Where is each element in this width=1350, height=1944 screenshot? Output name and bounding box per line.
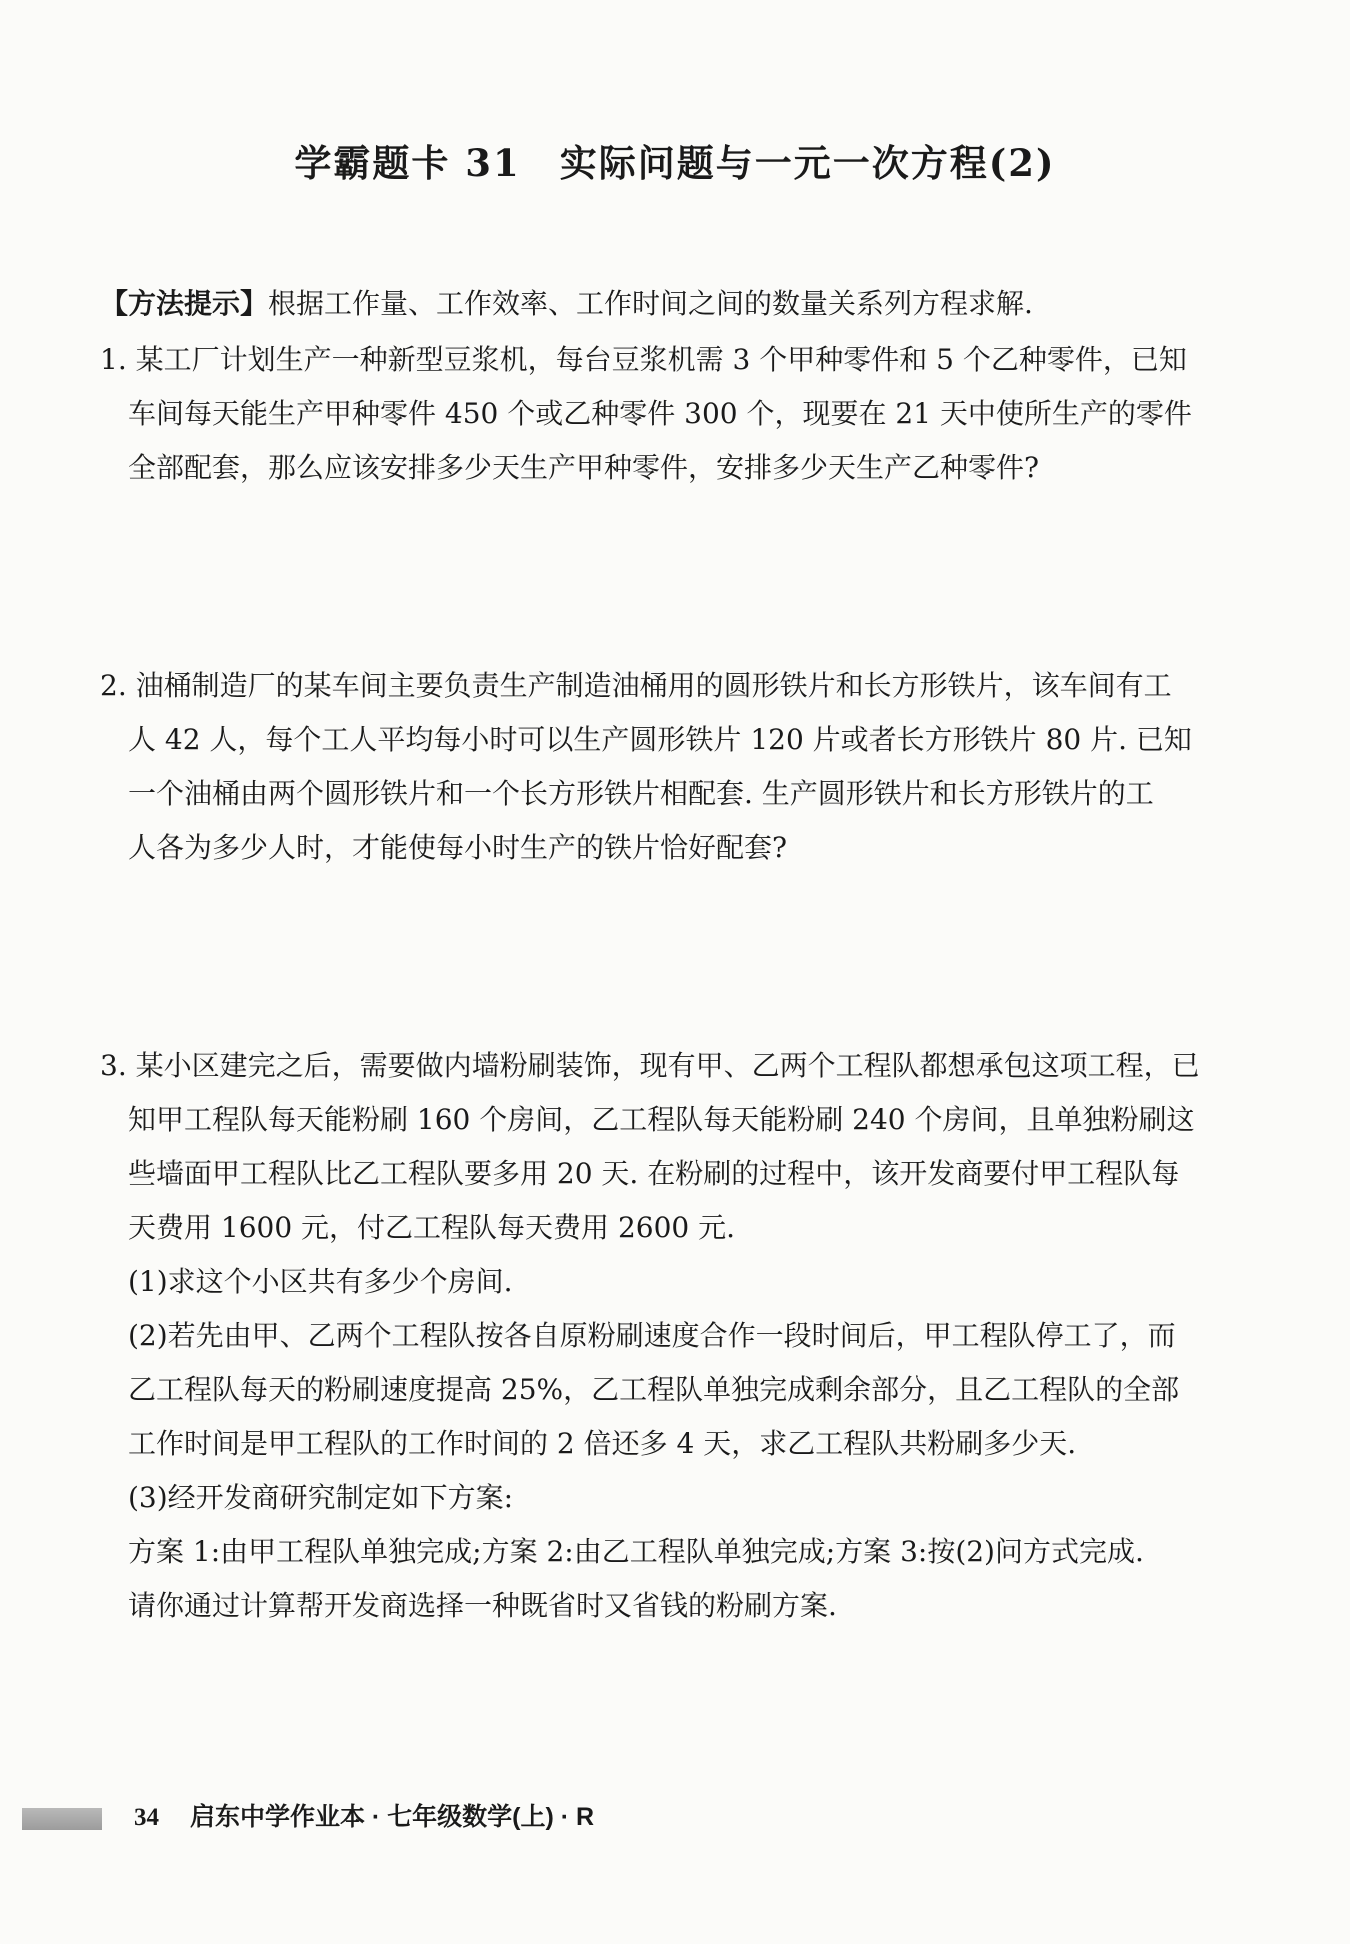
question-line: 天费用 1600 元，付乙工程队每天费用 2600 元. [128, 1211, 736, 1244]
question-line: 请你通过计算帮开发商选择一种既省时又省钱的粉刷方案. [128, 1589, 837, 1622]
sub-question-3: (3)经开发商研究制定如下方案: [128, 1481, 514, 1514]
question-line: 人 42 人，每个工人平均每小时可以生产圆形铁片 120 片或者长方形铁片 80 片. 已知 [128, 723, 1192, 756]
question-line: 一个油桶由两个圆形铁片和一个长方形铁片相配套. 生产圆形铁片和长方形铁片的工 [128, 777, 1154, 810]
question-line: 1. 某工厂计划生产一种新型豆浆机，每台豆浆机需 3 个甲种零件和 5 个乙种零件，已知 [100, 343, 1187, 376]
question-line: 知甲工程队每天能粉刷 160 个房间，乙工程队每天能粉刷 240 个房间，且单独粉刷这 [128, 1103, 1195, 1136]
question-line: 乙工程队每天的粉刷速度提高 25%，乙工程队单独完成剩余部分，且乙工程队的全部 [128, 1373, 1180, 1406]
question-line: 些墙面甲工程队比乙工程队要多用 20 天. 在粉刷的过程中，该开发商要付甲工程队每 [128, 1157, 1180, 1190]
question-line: 3. 某小区建完之后，需要做内墙粉刷装饰，现有甲、乙两个工程队都想承包这项工程，已 [100, 1049, 1200, 1082]
page-number: 34 [134, 1804, 159, 1831]
question-line: 2. 油桶制造厂的某车间主要负责生产制造油桶用的圆形铁片和长方形铁片，该车间有工 [100, 669, 1172, 702]
page-title: 学霸题卡 31 实际问题与一元一次方程(2) [294, 141, 1056, 185]
sub-question-1: (1)求这个小区共有多少个房间. [128, 1265, 513, 1298]
question-line: 全部配套，那么应该安排多少天生产甲种零件，安排多少天生产乙种零件? [128, 451, 1040, 484]
sub-question-2: (2)若先由甲、乙两个工程队按各自原粉刷速度合作一段时间后，甲工程队停工了，而 [128, 1319, 1176, 1352]
method-hint-label: 【方法提示】 [100, 287, 269, 320]
method-hint-text: 根据工作量、工作效率、工作时间之间的数量关系列方程求解. [268, 287, 1033, 320]
footer-decoration-bar [22, 1808, 102, 1830]
page-footer [134, 1797, 594, 1833]
question-line: 车间每天能生产甲种零件 450 个或乙种零件 300 个，现要在 21 天中使所生产的零件 [128, 397, 1192, 430]
method-hint [100, 284, 1033, 324]
question-line: 人各为多少人时，才能使每小时生产的铁片恰好配套? [128, 831, 788, 864]
question-line: 方案 1:由甲工程队单独完成;方案 2:由乙工程队单独完成;方案 3:按(2)问方式完成. [128, 1535, 1144, 1568]
book-title: 启东中学作业本 · 七年级数学(上) · R [189, 1803, 595, 1831]
question-line: 工作时间是甲工程队的工作时间的 2 倍还多 4 天，求乙工程队共粉刷多少天. [128, 1427, 1077, 1460]
